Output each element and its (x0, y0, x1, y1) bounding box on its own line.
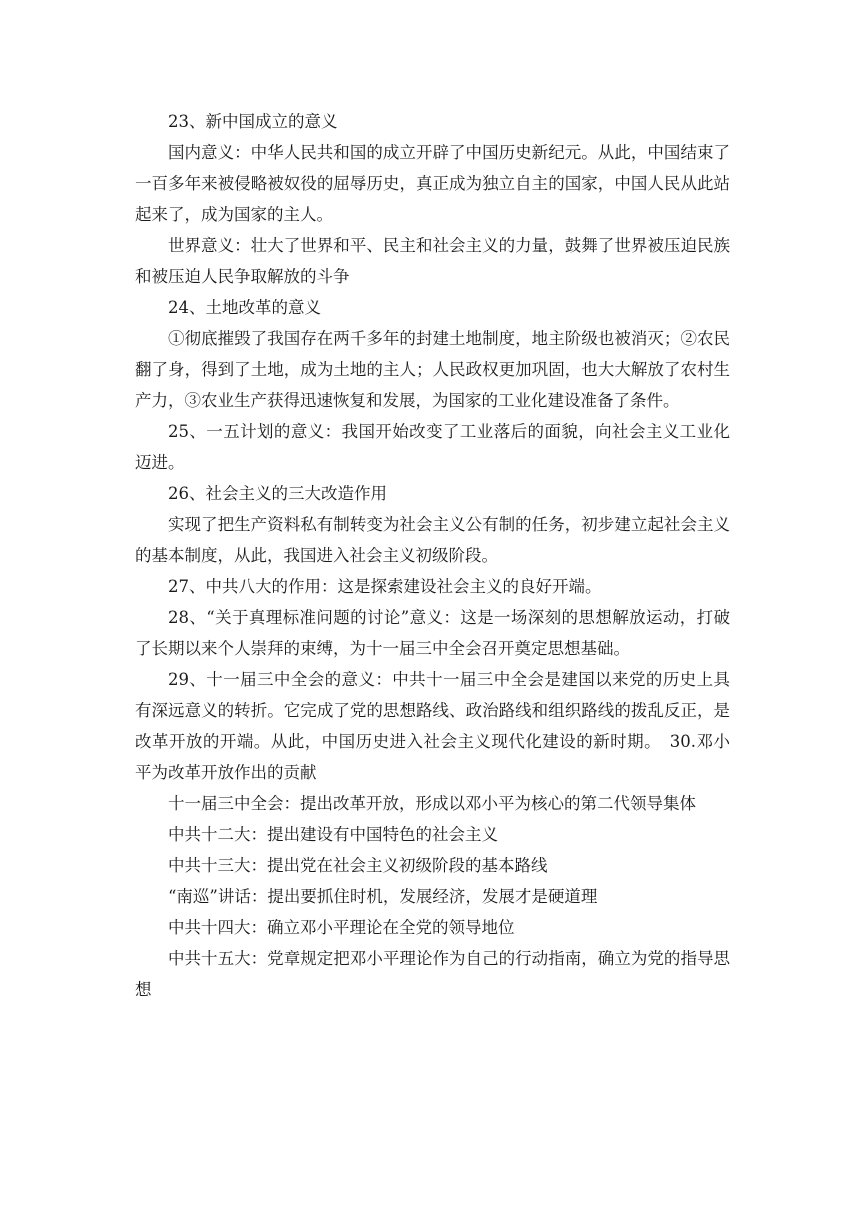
paragraph-29-third-plenum: 29、十一届三中全会的意义：中共十一届三中全会是建国以来党的历史上具有深远意义的转折。它完成了党的思想路线、政治路线和组织路线的拨乱反正，是改革开放的开端。从此，中国历史进入社会主义现代化建设的新时期。 30.邓小平为改革开放作出的贡献 (135, 670, 730, 782)
paragraph-thirteenth-congress: 中共十三大：提出党在社会主义初级阶段的基本路线 (168, 856, 548, 875)
paragraph-twelfth-congress: 中共十二大：提出建设有中国特色的社会主义 (168, 825, 498, 844)
paragraph-28-truth-criterion: 28、“关于真理标准问题的讨论”意义：这是一场深刻的思想解放运动，打破了长期以来个人崇拜的束缚，为十一届三中全会召开奠定思想基础。 (135, 608, 730, 658)
paragraph-world-significance: 世界意义：壮大了世界和平、民主和社会主义的力量，鼓舞了世界被压迫民族和被压迫人民争取解放的斗争 (135, 236, 730, 286)
heading-26: 26、社会主义的三大改造作用 (168, 484, 387, 503)
paragraph-25-five-year-plan: 25、一五计划的意义：我国开始改变了工业落后的面貌，向社会主义工业化迈进。 (135, 422, 730, 472)
paragraph-fourteenth-congress: 中共十四大：确立邓小平理论在全党的领导地位 (168, 918, 515, 937)
heading-23: 23、新中国成立的意义 (168, 112, 338, 131)
heading-24: 24、土地改革的意义 (168, 298, 321, 317)
paragraph-domestic-significance: 国内意义：中华人民共和国的成立开辟了中国历史新纪元。从此，中国结束了一百多年来被侵略被奴役的屈辱历史，真正成为独立自主的国家，中国人民从此站起来了，成为国家的主人。 (135, 143, 730, 224)
paragraph-fifteenth-congress: 中共十五大：党章规定把邓小平理论作为自己的行动指南，确立为党的指导思想 (135, 949, 730, 999)
document-body (135, 106, 730, 1005)
paragraph-land-reform: ①彻底摧毁了我国存在两千多年的封建土地制度，地主阶级也被消灭；②农民翻了身，得到了土地，成为土地的主人；人民政权更加巩固，也大大解放了农村生产力，③农业生产获得迅速恢复和发展，为国家的工业化建设准备了条件。 (135, 329, 730, 410)
paragraph-27-eighth-congress: 27、中共八大的作用：这是探索建设社会主义的良好开端。 (168, 577, 602, 596)
paragraph-third-plenum-item: 十一届三中全会：提出改革开放，形成以邓小平为核心的第二代领导集体 (168, 794, 696, 813)
paragraph-southern-tour: “南巡”讲话：提出要抓住时机，发展经济，发展才是硬道理 (168, 887, 598, 906)
paragraph-socialist-transformation: 实现了把生产资料私有制转变为社会主义公有制的任务，初步建立起社会主义的基本制度，从此，我国进入社会主义初级阶段。 (135, 515, 730, 565)
